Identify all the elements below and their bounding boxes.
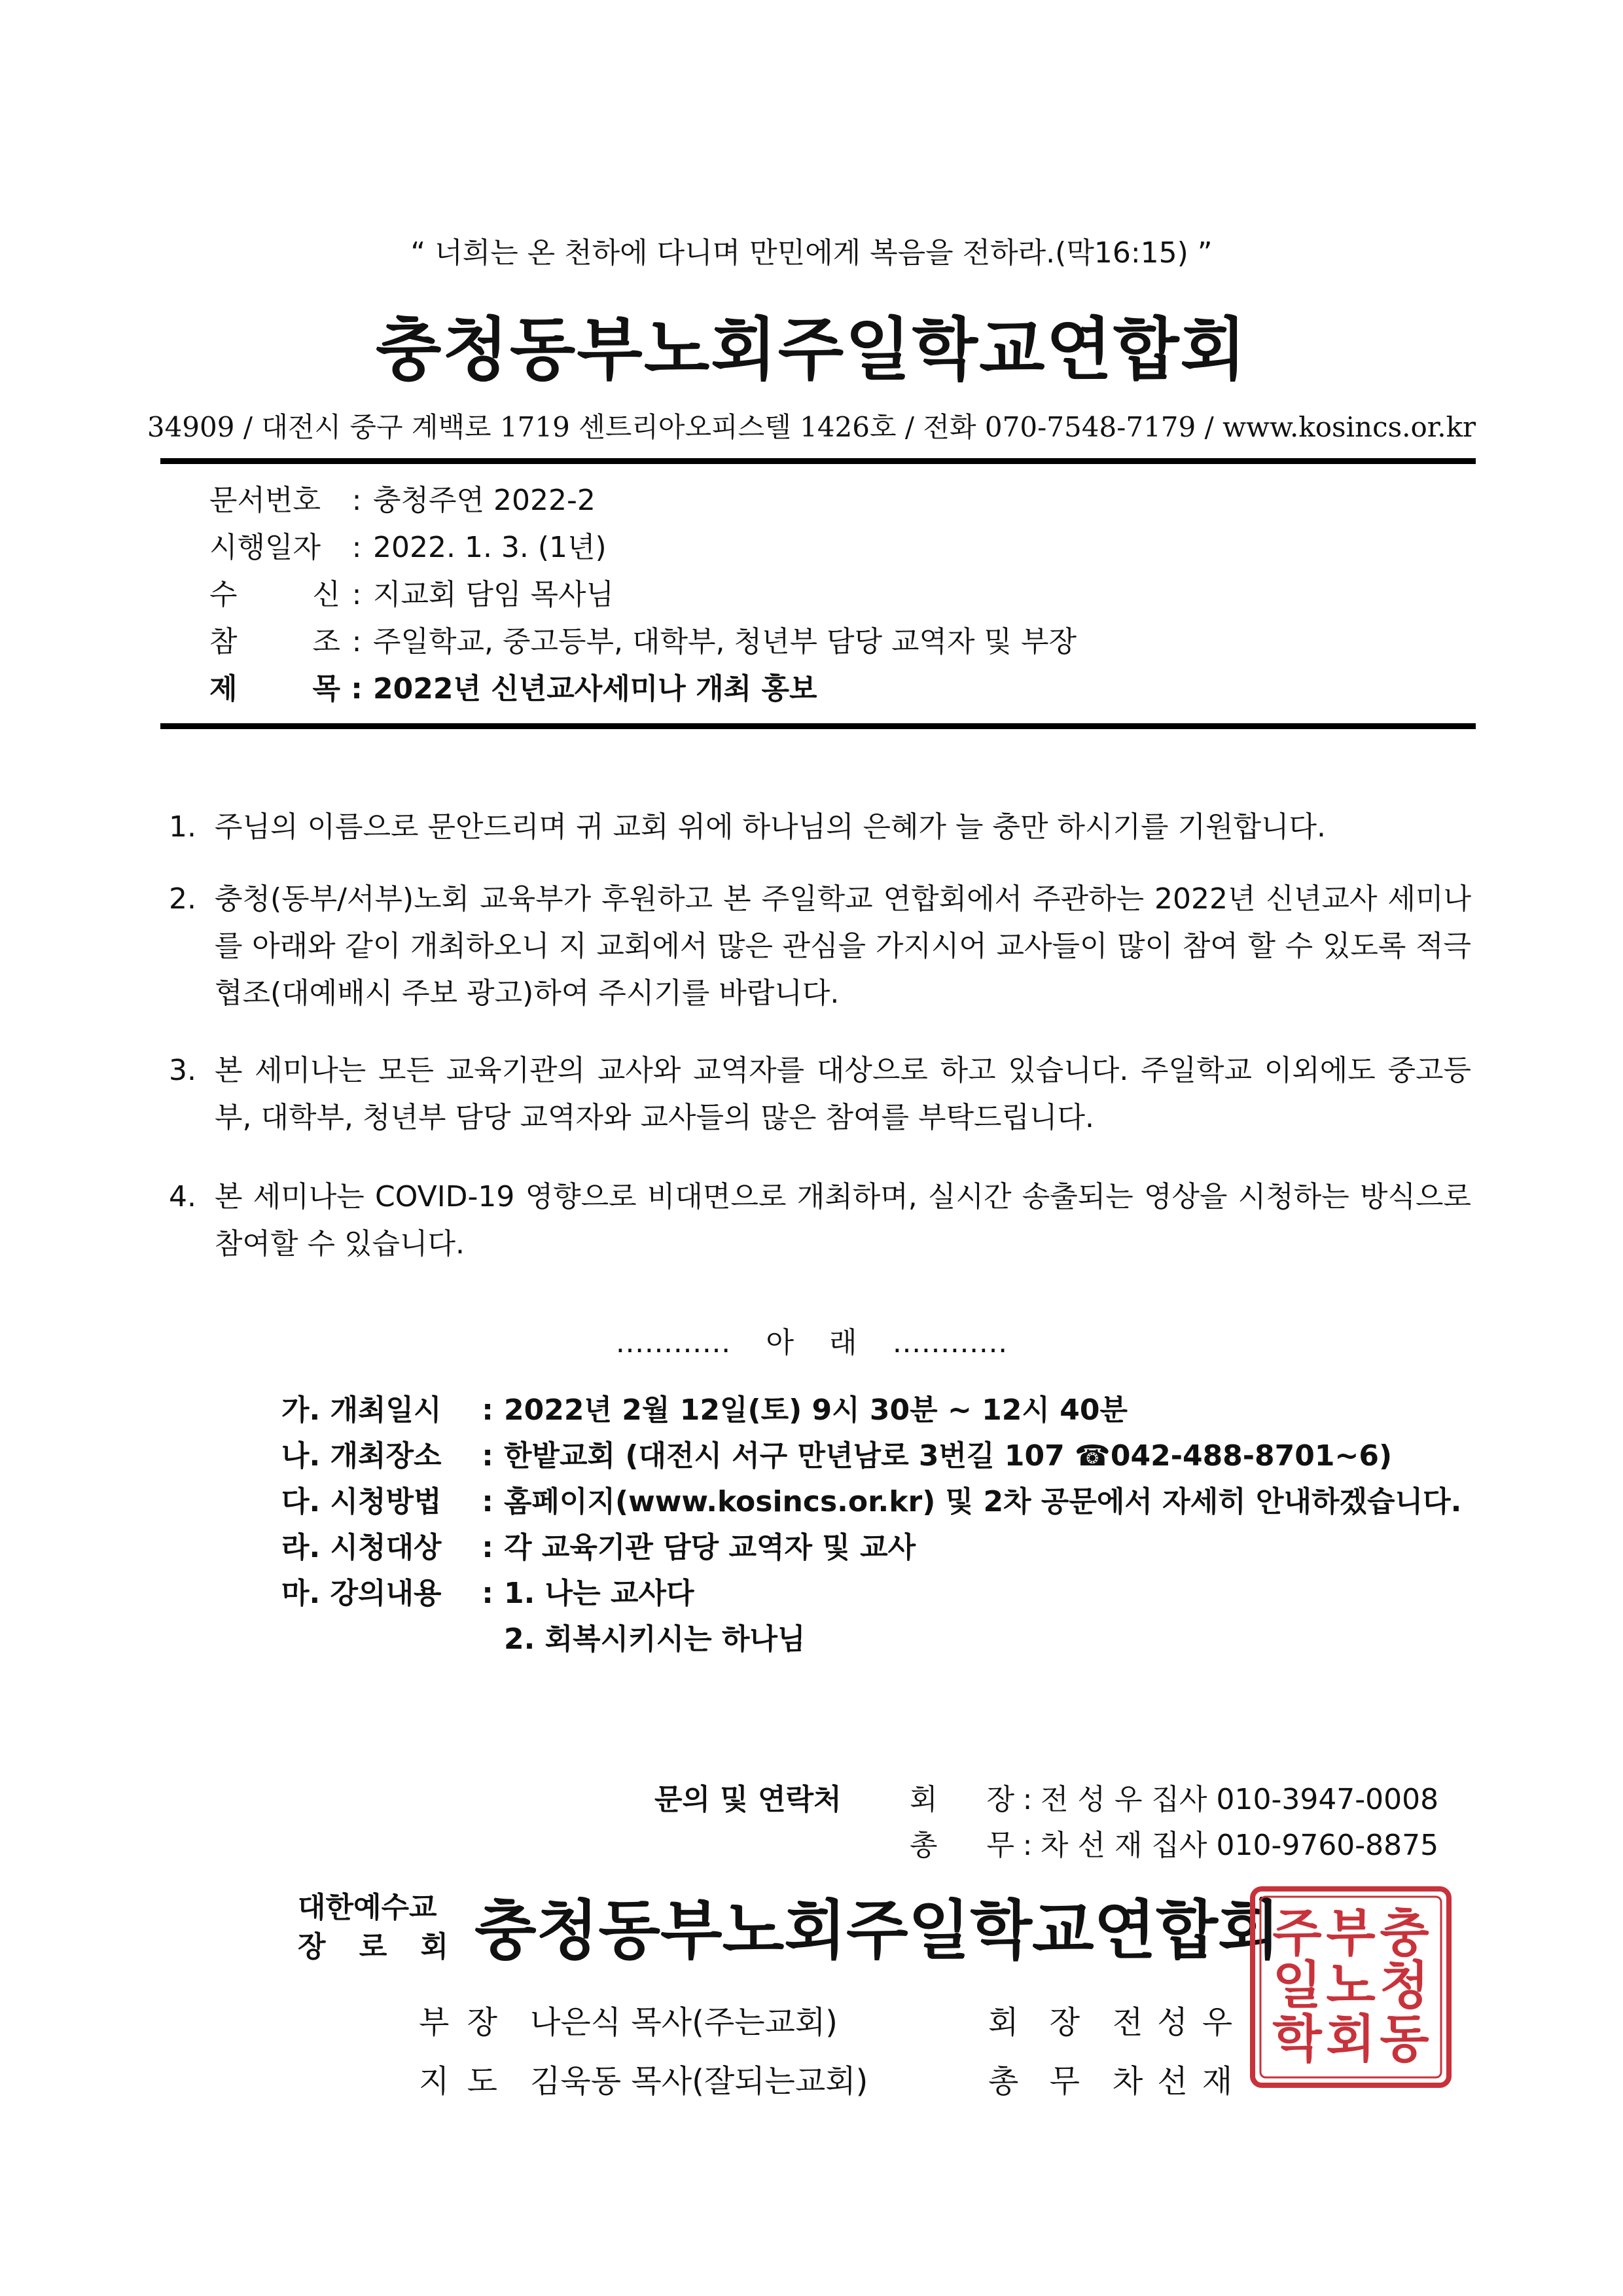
seal-glyph: 부 — [1326, 1904, 1376, 1963]
signature-name: 나은식 목사(주는교회) — [530, 2004, 838, 2041]
detail-row — [281, 1433, 1392, 1479]
letterhead-title: 충청동부노회주일학교연합회 — [375, 310, 1248, 389]
signature-name: 전성우 — [1113, 2004, 1247, 2041]
contact-row — [654, 1777, 1438, 1823]
footer-org-name: 충청동부노회주일학교연합회 — [474, 1893, 1280, 1968]
seal-glyph: 동 — [1380, 2010, 1429, 2069]
meta-label: 문서번호 — [209, 484, 321, 517]
contact-value: 차 선 재 집사 010-9760-8875 — [1041, 1829, 1439, 1862]
detail-label: 나. 개최장소 — [281, 1439, 442, 1473]
paragraph-number: 3. — [169, 1054, 196, 1087]
contact-role: 회 장 — [910, 1783, 1014, 1816]
meta-reference — [209, 619, 1077, 665]
meta-value: 지교회 담임 목사님 — [373, 578, 615, 611]
denomination-line-2: 장 로 회 — [298, 1930, 448, 1964]
meta-separator: : — [351, 672, 363, 706]
detail-row — [281, 1479, 1461, 1525]
paragraph-text: 주님의 이름으로 문안드리며 귀 교회 위에 하나님의 은혜가 늘 충만 하시기를 기원합니다. — [215, 810, 1326, 844]
detail-label — [281, 1617, 471, 1662]
motto-verse: “ 너희는 온 천하에 다니며 만민에게 복음을 전하라.(막16:15) ” — [410, 236, 1213, 270]
seal-glyph: 충 — [1380, 1904, 1429, 1963]
seal-glyph: 일 — [1272, 1956, 1322, 2015]
detail-label: 라. 시청대상 — [281, 1531, 442, 1564]
seal-glyph: 청 — [1380, 1956, 1429, 2015]
seal-glyphs — [1272, 1904, 1429, 2069]
meta-label: 제 목 — [209, 672, 340, 706]
denomination — [298, 1888, 448, 1967]
seal-glyph: 노 — [1326, 1956, 1376, 2015]
detail-row — [281, 1571, 694, 1617]
contact-row — [654, 1823, 1438, 1869]
below-heading: ………… 아 래 ………… — [615, 1326, 1008, 1359]
body-paragraph — [169, 1174, 1471, 1268]
signature-role: 지 도 — [419, 2063, 497, 2100]
body-paragraph — [169, 1047, 1471, 1141]
detail-value: 1. 나는 교사다 — [504, 1577, 694, 1610]
paragraph-number: 4. — [169, 1180, 196, 1213]
detail-label: 마. 강의내용 — [281, 1577, 442, 1610]
meta-separator: : — [351, 625, 362, 658]
detail-value: 한밭교회 (대전시 서구 만년남로 3번길 107 ☎042-488-8701~6) — [504, 1439, 1393, 1473]
meta-subject — [209, 666, 817, 712]
detail-value: 홈페이지(www.kosincs.or.kr) 및 2차 공문에서 자세히 안내하겠습니다. — [504, 1485, 1462, 1518]
meta-doc-number — [209, 478, 596, 524]
seal-glyph: 학 — [1272, 2010, 1322, 2069]
detail-separator — [471, 1617, 504, 1662]
detail-row — [281, 1388, 1128, 1433]
meta-value: 2022. 1. 3. (1년) — [373, 531, 607, 564]
paragraph-number: 2. — [169, 882, 196, 916]
detail-label: 가. 개최일시 — [281, 1393, 442, 1427]
detail-label: 다. 시청방법 — [281, 1485, 442, 1518]
letterhead-address: 34909 / 대전시 중구 계백로 1719 센트리아오피스텔 1426호 / 전화 070-7548-7179 / www.kosincs.or.kr — [147, 411, 1476, 443]
official-seal-icon — [1249, 1885, 1453, 2089]
signature-name: 김욱동 목사(잘되는교회) — [530, 2063, 868, 2100]
contact-value: 전 성 우 집사 010-3947-0008 — [1041, 1783, 1439, 1816]
detail-separator: : — [482, 1577, 493, 1610]
contact-label: 문의 및 연락처 — [654, 1783, 842, 1816]
signature-role: 회 장 — [988, 2004, 1080, 2041]
contact-role: 총 무 — [910, 1829, 1014, 1862]
paragraph-text: 충청(동부/서부)노회 교육부가 후원하고 본 주일학교 연합회에서 주관하는 2022년 신년교사 세미나를 아래와 같이 개최하오니 지 교회에서 많은 관심을 가지시어 교사들이 많이 참여 할 수 있도록 적극 협조(대예배시 주보 광고)하여 주시기를 바랍니다. — [215, 882, 1471, 1010]
meta-label: 시행일자 — [209, 531, 321, 564]
detail-value: 2022년 2월 12일(토) 9시 30분 ~ 12시 40분 — [504, 1393, 1128, 1427]
detail-separator: : — [482, 1393, 493, 1427]
top-rule — [160, 458, 1476, 464]
meta-separator: : — [351, 484, 362, 517]
signature-row — [419, 2055, 1247, 2108]
detail-row — [281, 1617, 806, 1662]
paragraph-number: 1. — [169, 810, 196, 844]
paragraph-text: 본 세미나는 COVID-19 영향으로 비대면으로 개최하며, 실시간 송출되는 영상을 시청하는 방식으로 참여할 수 있습니다. — [215, 1180, 1471, 1261]
detail-separator: : — [482, 1485, 493, 1518]
signature-role: 부 장 — [419, 2004, 497, 2041]
bottom-rule — [160, 723, 1476, 729]
meta-recipient — [209, 572, 614, 618]
seal-glyph: 회 — [1326, 2010, 1376, 2069]
detail-value: 2. 회복시키시는 하나님 — [504, 1623, 806, 1656]
meta-label: 참 조 — [209, 625, 340, 658]
detail-value: 각 교육기관 담당 교역자 및 교사 — [504, 1531, 916, 1564]
contact-separator: : — [1022, 1783, 1033, 1816]
body-paragraph — [169, 876, 1471, 1017]
signature-row — [419, 1996, 1247, 2049]
seal-glyph: 주 — [1272, 1904, 1322, 1963]
meta-value: 2022년 신년교사세미나 개최 홍보 — [373, 672, 817, 706]
detail-row — [281, 1525, 916, 1571]
paragraph-text: 본 세미나는 모든 교육기관의 교사와 교역자를 대상으로 하고 있습니다. 주일학교 이외에도 중고등부, 대학부, 청년부 담당 교역자와 교사들의 많은 참여를 부탁드립니다. — [215, 1054, 1471, 1134]
meta-value: 주일학교, 중고등부, 대학부, 청년부 담당 교역자 및 부장 — [373, 625, 1077, 658]
contact-separator: : — [1022, 1829, 1033, 1862]
meta-issue-date — [209, 525, 607, 571]
meta-value: 충청주연 2022-2 — [373, 484, 596, 517]
body-paragraph — [169, 804, 1471, 851]
signature-role: 총 무 — [988, 2063, 1080, 2100]
meta-separator: : — [351, 531, 362, 564]
detail-separator: : — [482, 1439, 493, 1473]
meta-separator: : — [351, 578, 362, 611]
detail-separator: : — [482, 1531, 493, 1564]
signature-name: 차선재 — [1113, 2063, 1247, 2100]
meta-label: 수 신 — [209, 578, 340, 611]
denomination-line-1: 대한예수교 — [298, 1891, 437, 1924]
